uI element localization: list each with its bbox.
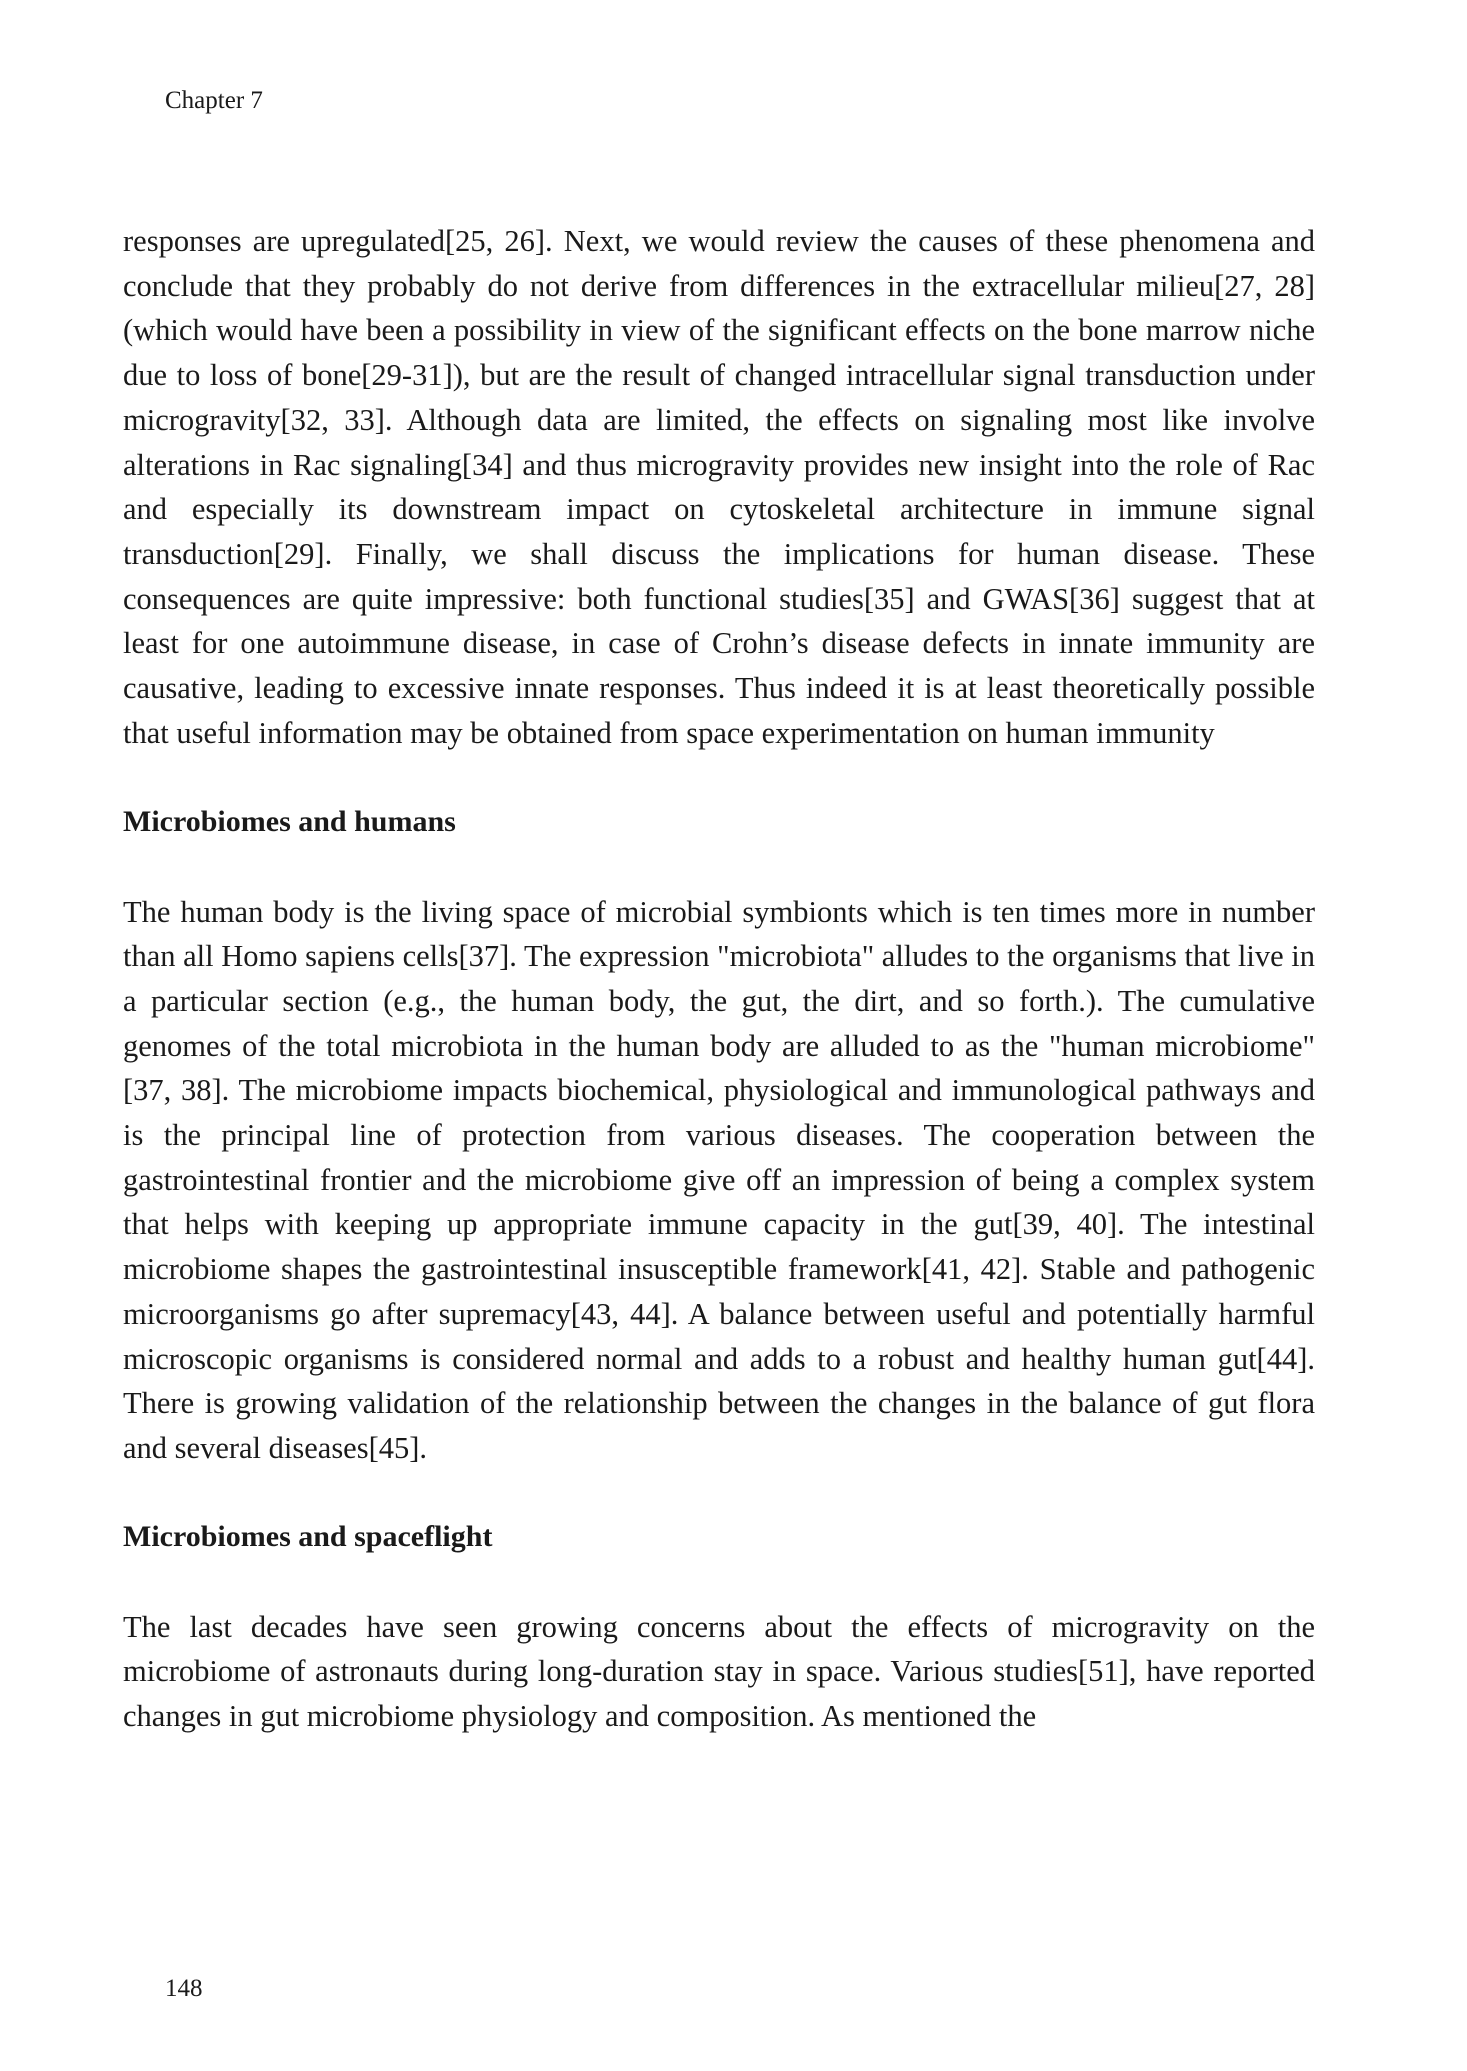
body-paragraph-1: responses are upregulated[25, 26]. Next, we would review the causes of these phenomena and conclude that they probably do not derive from differences in the extracellular milieu[27, 28] (which would have been a possibility in view of the significant effects on the bone marrow niche due to loss of bone[29-31]), but are the result of changed intracellular signal transduction under microgravity[32, 33]. Although data are limited, the effects on signaling most like involve alterations in Rac signaling[34] and thus microgravity provides new insight into the role of Rac and especially its downstream impact on cytoskeletal architecture in immune signal transduction[29]. Finally, we shall discuss the implications for human disease. These consequences are quite impressive: both functional studies[35] and GWAS[36] suggest that at least for one autoimmune disease, in case of Crohn’s disease defects in innate immunity are causative, leading to excessive innate responses. Thus indeed it is at least theoretically possible that useful information may be obtained from space experimentation on human immunity <box>123 224 1315 750</box>
body-paragraph-3: The last decades have seen growing concerns about the effects of microgravity on the microbiome of astronauts during long-duration stay in space. Various studies[51], have reported changes in gut microbiome physiology and composition. As mentioned the <box>123 1609 1315 1734</box>
section-heading-microbiomes-spaceflight: Microbiomes and spaceflight <box>123 1520 493 1554</box>
paragraph-spacer <box>123 1471 1315 1516</box>
page-body <box>123 219 1315 1739</box>
section-heading-microbiomes-humans: Microbiomes and humans <box>123 805 456 839</box>
page-number: 148 <box>165 1975 203 2002</box>
body-paragraph-2: The human body is the living space of microbial symbionts which is ten times more in number than all Homo sapiens cells[37]. The expression "microbiota" alludes to the organisms that live in a particular section (e.g., the human body, the gut, the dirt, and so forth.). The cumulative genomes of the total microbiota in the human body are alluded to as the "human microbiome"[37, 38]. The microbiome impacts biochemical, physiological and immunological pathways and is the principal line of protection from various diseases. The cooperation between the gastrointestinal frontier and the microbiome give off an impression of being a complex system that helps with keeping up appropriate immune capacity in the gut[39, 40]. The intestinal microbiome shapes the gastrointestinal insusceptible framework[41, 42]. Stable and pathogenic microorganisms go after supremacy[43, 44]. A balance between useful and potentially harmful microscopic organisms is considered normal and adds to a robust and healthy human gut[44]. There is growing validation of the relationship between the changes in the balance of gut flora and several diseases[45]. <box>123 894 1315 1465</box>
heading-spacer <box>123 1560 1315 1605</box>
paragraph-spacer <box>123 755 1315 800</box>
running-head: Chapter 7 <box>165 87 263 114</box>
heading-spacer <box>123 845 1315 890</box>
